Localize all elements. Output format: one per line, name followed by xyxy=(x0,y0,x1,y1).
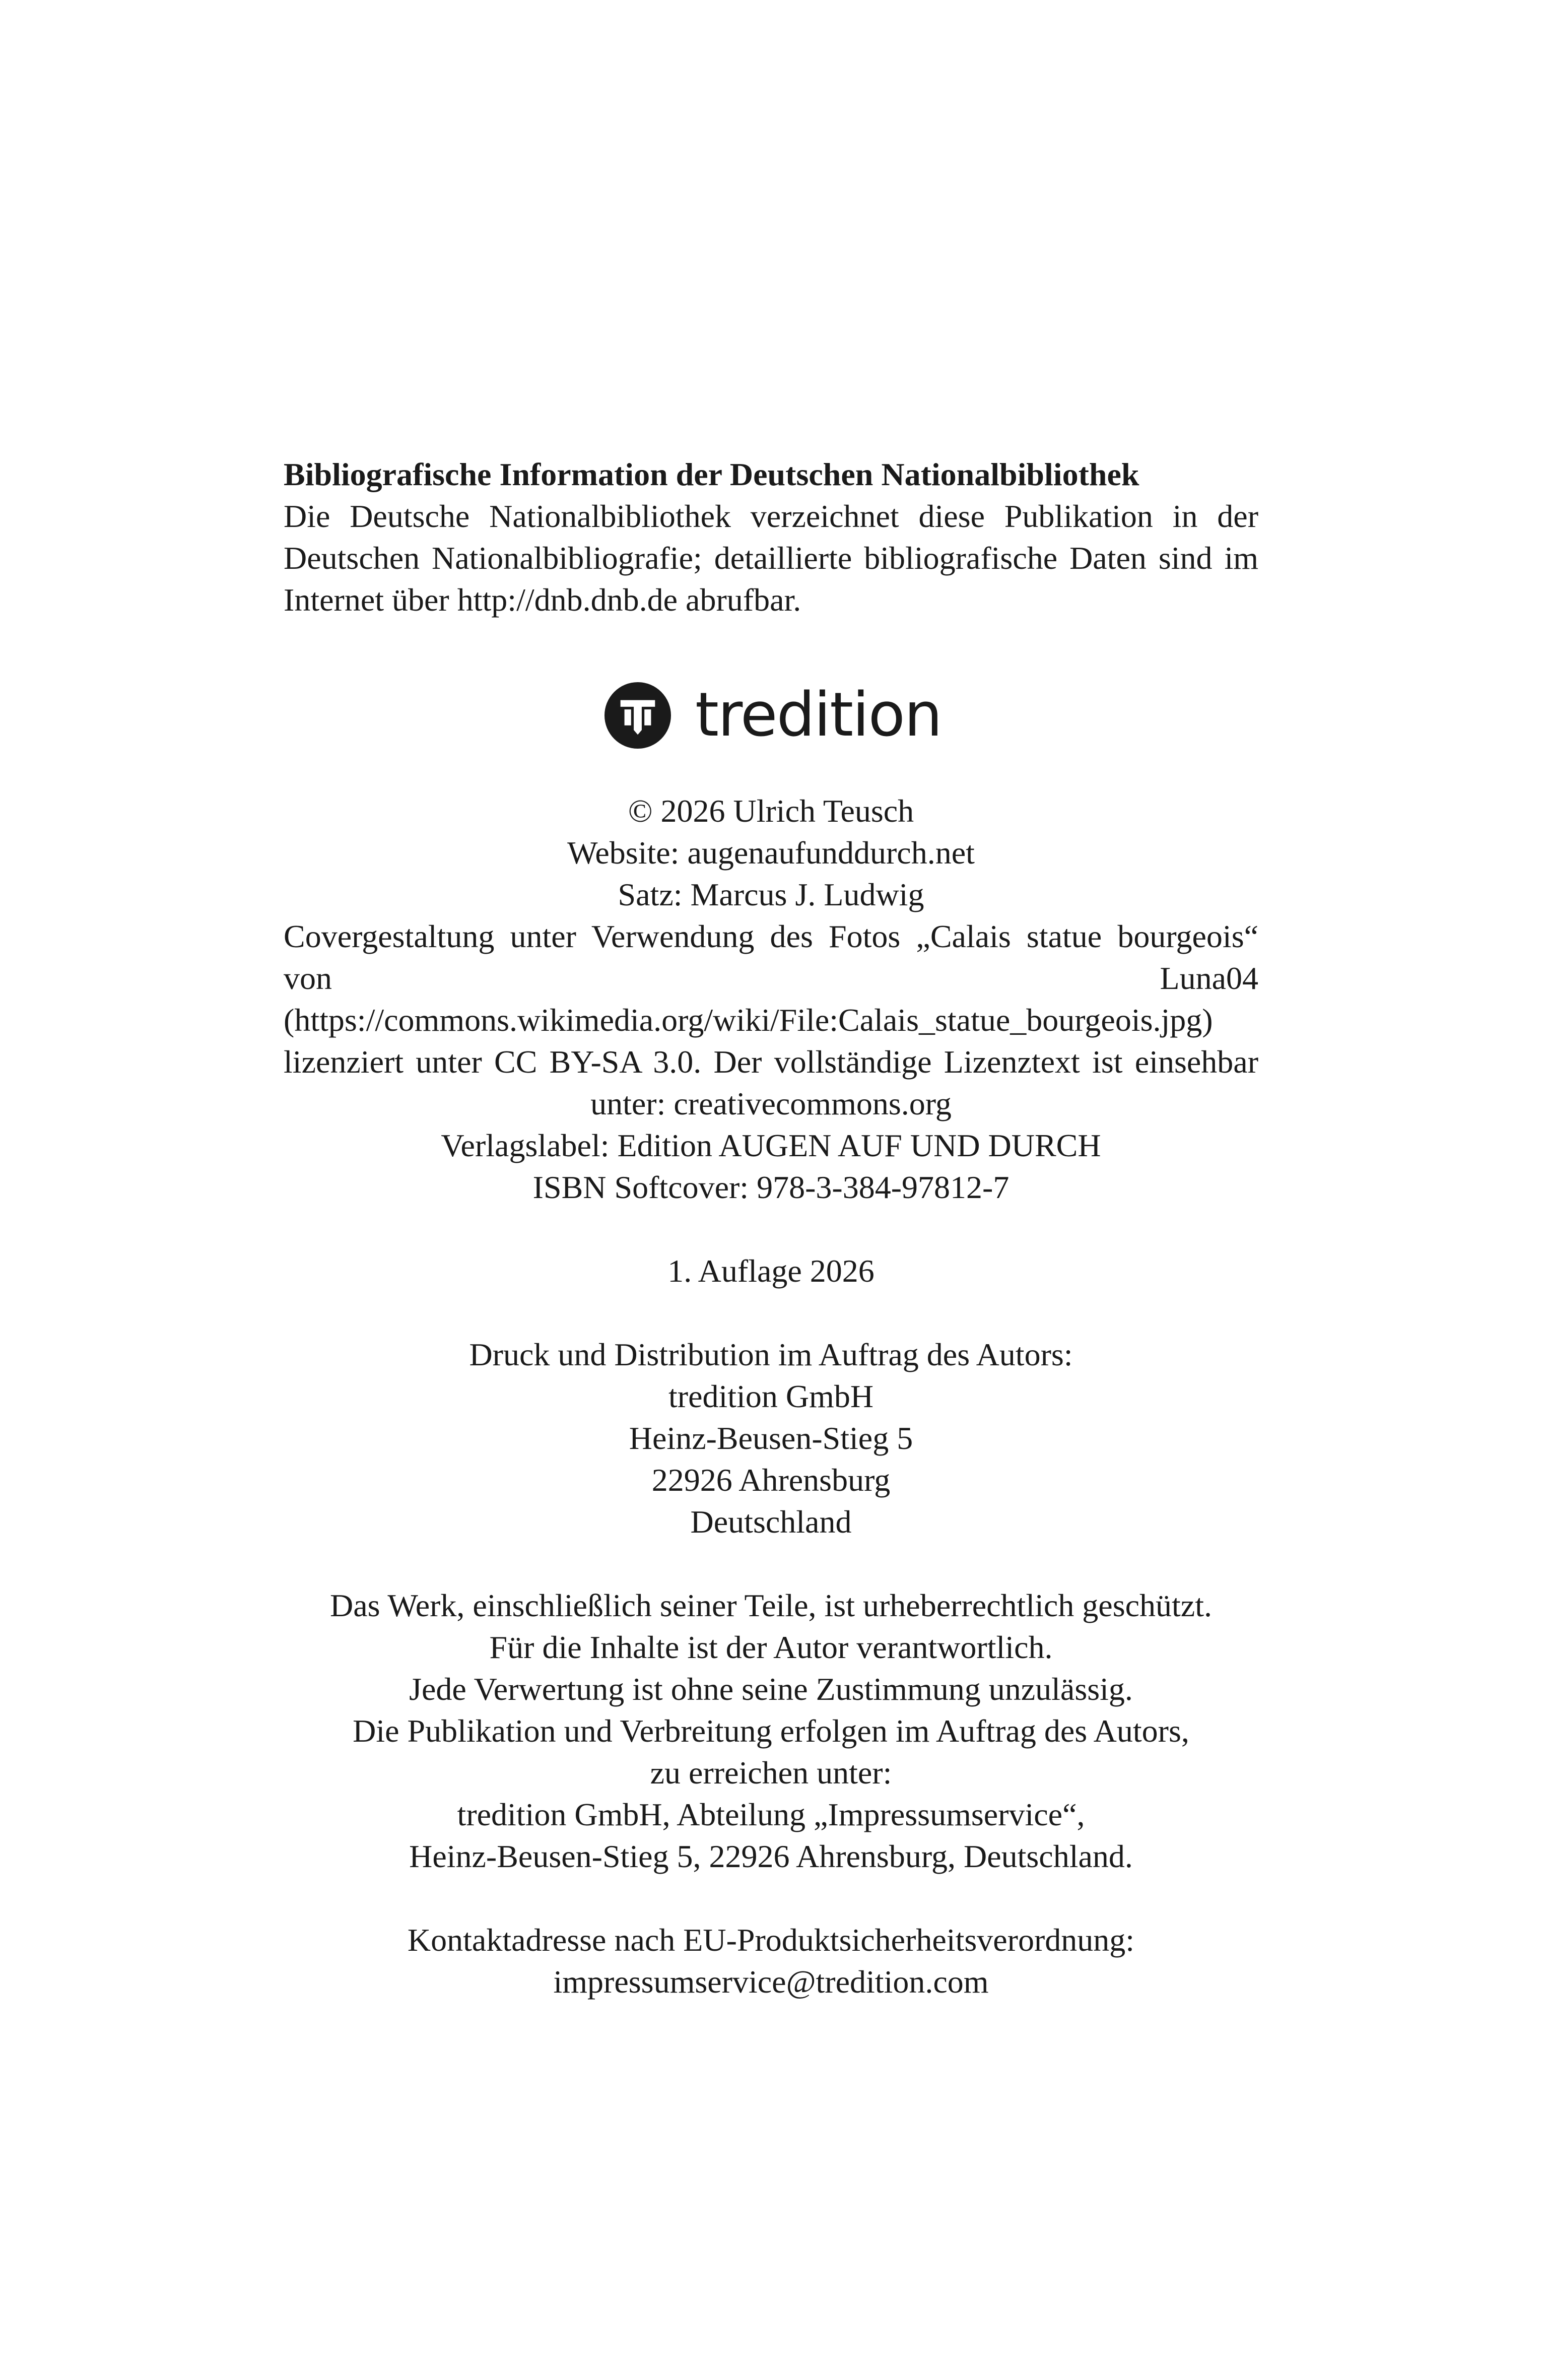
logo-wordmark: tredition xyxy=(695,680,941,750)
distribution-city: 22926 Ahrensburg xyxy=(651,1462,891,1498)
spacer xyxy=(284,1877,1258,1919)
spacer xyxy=(284,1543,1258,1584)
legal-line: Jede Verwertung ist ohne seine Zustimmung unzulässig. xyxy=(409,1671,1133,1707)
typesetting-line: Satz: Marcus J. Ludwig xyxy=(618,877,924,912)
spacer xyxy=(284,1208,1258,1250)
legal-line: Das Werk, einschließlich seiner Teile, ist urheberrechtlich geschützt. xyxy=(330,1588,1212,1623)
spacer xyxy=(284,1292,1258,1334)
legal-line: tredition GmbH, Abteilung „Impressumservice“, xyxy=(457,1797,1085,1832)
legal-line: Für die Inhalte ist der Autor verantwortlich. xyxy=(489,1629,1053,1665)
distribution-street: Heinz-Beusen-Stieg 5 xyxy=(629,1420,913,1456)
legal-line: zu erreichen unter: xyxy=(650,1755,892,1791)
publisher-label-line: Verlagslabel: Edition AUGEN AUF UND DURCH xyxy=(441,1128,1101,1163)
contact-email: impressumservice@tredition.com xyxy=(553,1964,989,2000)
publisher-logo xyxy=(604,680,941,751)
legal-line: Heinz-Beusen-Stieg 5, 22926 Ahrensburg, Deutschland. xyxy=(409,1838,1133,1874)
contact-label: Kontaktadresse nach EU-Produktsicherheitsverordnung: xyxy=(407,1922,1135,1958)
distribution-company: tredition GmbH xyxy=(668,1378,874,1414)
cover-credit: Covergestaltung unter Verwendung des Fotos „Calais statue bourgeois“ von Luna04 (https://commons.wikimedia.org/wiki/File:Calais_statue_bourgeois.jpg) lizenziert unter CC BY-SA 3.0. Der vollständige Lizenztext ist einsehbar unter: creativecommons.org xyxy=(284,918,1258,1121)
bibliographic-heading: Bibliografische Information der Deutschen Nationalbibliothek xyxy=(284,456,1139,492)
copyright-line: © 2026 Ulrich Teusch xyxy=(628,793,914,829)
contact-block xyxy=(284,1919,1258,2003)
legal-line: Die Publikation und Verbreitung erfolgen im Auftrag des Autors, xyxy=(353,1713,1189,1749)
isbn-line: ISBN Softcover: 978-3-384-97812-7 xyxy=(532,1169,1010,1205)
distribution-block xyxy=(284,1334,1258,1543)
website-line: Website: augenaufunddurch.net xyxy=(567,835,975,871)
bibliographic-body: Die Deutsche Nationalbibliothek verzeichnet diese Publikation in der Deutschen Nationalbibliografie; detaillierte bibliografische Daten sind im Internet über http://dnb.dnb.de abrufbar. xyxy=(284,498,1258,618)
imprint-block xyxy=(284,790,1258,2003)
edition-line: 1. Auflage 2026 xyxy=(667,1253,875,1289)
tredition-logo-icon xyxy=(604,682,671,749)
distribution-intro: Druck und Distribution im Auftrag des Autors: xyxy=(469,1337,1073,1372)
bibliographic-information xyxy=(284,453,1258,621)
distribution-country: Deutschland xyxy=(690,1504,852,1540)
legal-notice xyxy=(284,1584,1258,1877)
